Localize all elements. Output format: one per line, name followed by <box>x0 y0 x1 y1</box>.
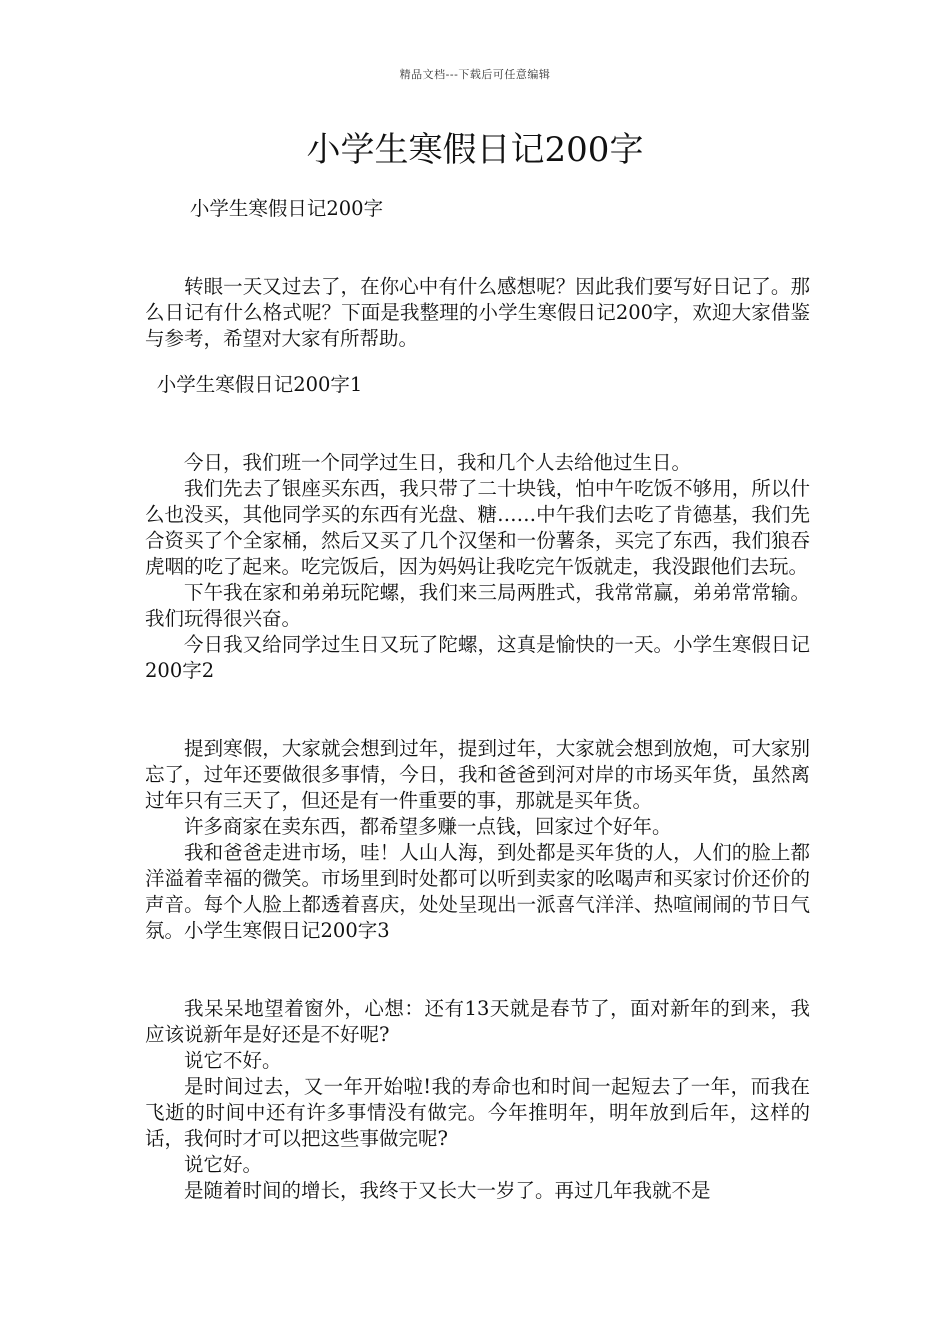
document-body <box>145 196 810 1204</box>
section-3-paragraph: 是时间过去，又一年开始啦!我的寿命也和时间一起短去了一年，而我在飞逝的时间中还有许多事情没有做完。今年推明年，明年放到后年，这样的话，我何时才可以把这些事做完呢? <box>145 1075 810 1150</box>
section-1-paragraph: 下午我在家和弟弟玩陀螺，我们来三局两胜式，我常常赢，弟弟常常输。我们玩得很兴奋。 <box>145 581 810 630</box>
document-subtitle: 小学生寒假日记200字 <box>189 197 384 220</box>
document-title: 小学生寒假日记200字 <box>306 130 644 170</box>
section-1-heading: 小学生寒假日记200字1 <box>156 373 363 396</box>
section-1-paragraph: 我们先去了银座买东西，我只带了二十块钱，怕中午吃饭不够用，所以什么也没买，其他同学买的东西有光盘、糖……中午我们去吃了肯德基，我们先合资买了个全家桶，然后又买了几个汉堡和一份薯条，买完了东西，我们狼吞虎咽的吃了起来。吃完饭后，因为妈妈让我吃完午饭就走，我没跟他们去玩。 <box>145 477 810 578</box>
section-2-paragraph: 我和爸爸走进市场，哇！人山人海，到处都是买年货的人，人们的脸上都洋溢着幸福的微笑。市场里到时处都可以听到卖家的吆喝声和买家讨价还价的声音。每个人脸上都透着喜庆，处处呈现出一派喜气洋洋、热喧闹闹的节日气氛。小学生寒假日记200字3 <box>145 841 810 942</box>
section-2-paragraph: 许多商家在卖东西，都希望多赚一点钱，回家过个好年。 <box>184 815 672 838</box>
section-2-paragraph: 提到寒假，大家就会想到过年，提到过年，大家就会想到放炮，可大家别忘了，过年还要做很多事情，今日，我和爸爸到河对岸的市场买年货，虽然离过年只有三天了，但还是有一件重要的事，那就是买年货。 <box>145 737 810 812</box>
section-1-paragraph: 今日，我们班一个同学过生日，我和几个人去给他过生日。 <box>184 451 692 474</box>
section-3-paragraph: 我呆呆地望着窗外，心想：还有13天就是春节了，面对新年的到来，我应该说新年是好还是不好呢? <box>145 997 810 1046</box>
section-3-paragraph: 说它不好。 <box>184 1049 282 1072</box>
section-3-paragraph: 说它好。 <box>184 1153 263 1176</box>
section-1-paragraph: 今日我又给同学过生日又玩了陀螺，这真是愉快的一天。小学生寒假日记200字2 <box>145 633 810 682</box>
page-header-note: 精品文档---下载后可任意编辑 <box>399 68 551 81</box>
section-3-paragraph: 是随着时间的增长，我终于又长大一岁了。再过几年我就不是 <box>184 1179 711 1202</box>
intro-paragraph: 转眼一天又过去了，在你心中有什么感想呢？因此我们要写好日记了。那么日记有什么格式呢？下面是我整理的小学生寒假日记200字，欢迎大家借鉴与参考，希望对大家有所帮助。 <box>145 275 810 350</box>
